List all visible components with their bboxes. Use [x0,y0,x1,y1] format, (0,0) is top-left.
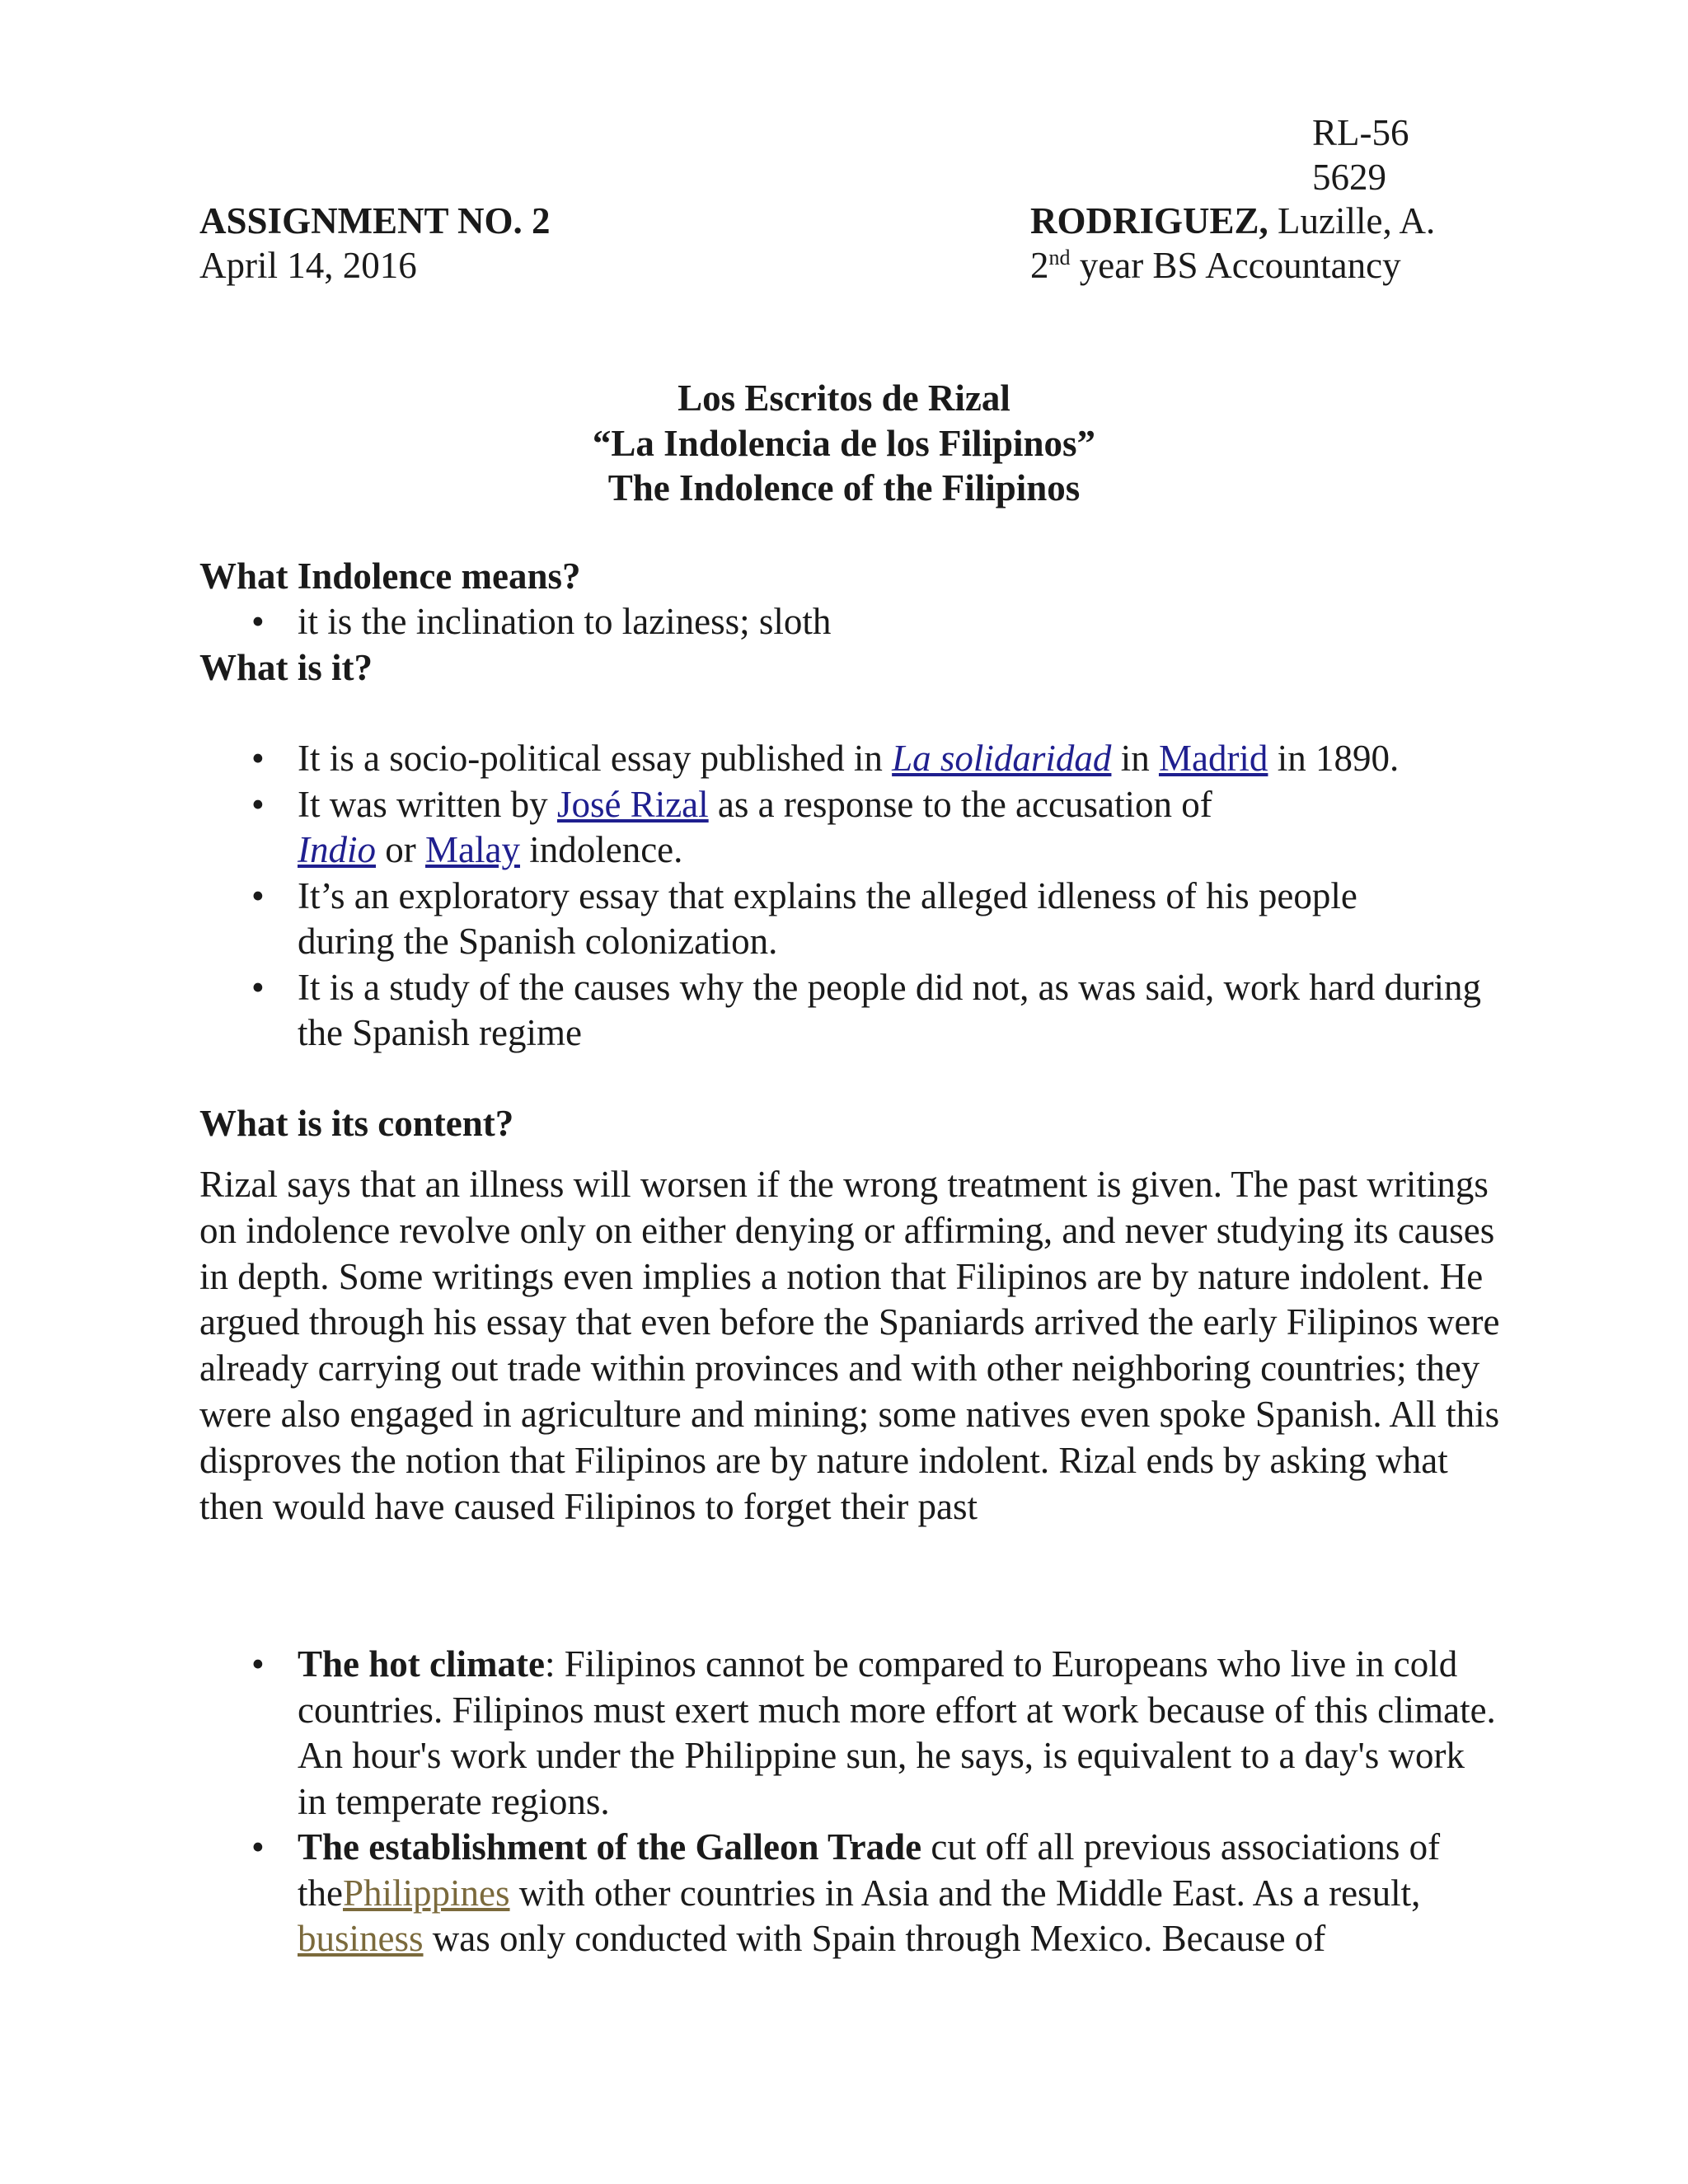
list-item [199,965,1484,1057]
document-code: RL-56 [1312,112,1409,153]
bullet-text: It’s an exploratory essay that explains the alleged idleness of his people during the Spanish colonization. [298,874,1357,962]
bullet-text: or [376,829,425,870]
link-malay[interactable]: Malay [425,829,520,870]
link-business[interactable]: business [298,1918,424,1959]
document-number: 5629 [1312,157,1386,198]
title-line-1: Los Escritos de Rizal [678,377,1010,419]
list-item [199,782,1237,874]
what-is-it-list [199,736,1485,1057]
heading-what-is-its-content: What is its content? [199,1103,514,1144]
definition-list [199,599,1518,645]
year-suffix: nd [1048,246,1071,269]
student-name [1030,198,1435,244]
title-line-2: “La Indolencia de los Filipinos” [592,423,1096,464]
course-name: year BS Accountancy [1070,245,1401,286]
title-line-3: The Indolence of the Filipinos [607,467,1081,509]
list-item [199,599,1518,645]
link-madrid[interactable]: Madrid [1158,738,1268,779]
heading-what-indolence-means: What Indolence means? [199,555,581,597]
link-jose-rizal[interactable]: José Rizal [556,783,709,825]
causes-list [199,1642,1502,1962]
bullet-text: indolence. [519,829,683,870]
link-la-solidaridad[interactable]: La solidaridad [892,738,1112,779]
cause-text: with other countries in Asia and the Middle East. As a result, [509,1872,1421,1914]
bullet-text: as a response to the accusation of [708,783,1212,825]
heading-what-is-it: What is it? [199,647,373,688]
bullet-text: in 1890. [1268,738,1400,779]
year-ordinal: 2 [1030,245,1049,286]
list-item [199,874,1451,965]
link-philippines[interactable]: Philippines [342,1872,510,1914]
definition-text: it is the inclination to laziness; sloth [298,601,832,642]
cause-title-galleon-trade: The establishment of the Galleon Trade [298,1826,922,1868]
cause-text: : Filipinos cannot be compared to Europeans who live in cold countries. Filipinos must exert much more effort at work because of this climate. An hour's work under the Philippine sun, he says, is equivalent to a day's work in temperate regions. [298,1643,1496,1822]
cause-text: cut off all previous associations of the [298,1826,1441,1914]
assignment-date: April 14, 2016 [199,245,417,286]
student-year-course [1030,242,1401,288]
list-item [199,1642,1502,1825]
assignment-label: ASSIGNMENT NO. 2 [199,200,551,241]
list-item [199,1825,1502,1962]
bullet-text: It was written by [298,783,557,825]
cause-title-hot-climate: The hot climate [298,1643,545,1685]
bullet-text: It is a study of the causes why the people did not, as was said, work hard during the Spanish regime [298,966,1481,1053]
link-indio[interactable]: Indio [298,829,376,870]
bullet-text: It is a socio-political essay published in [298,738,893,779]
list-item [199,736,1485,782]
content-paragraph: Rizal says that an illness will worsen if the wrong treatment is given. The past writings on indolence revolve only on either denying or affirming, and never studying its causes in depth. Some writings even implies a notion that Filipinos are by nature indolent. He argued through his essay that even before the Spaniards arrived the early Filipinos were already carrying out trade within provinces and with other neighboring countries; they were also engaged in agriculture and mining; some natives even spoke Spanish. All this disproves the notion that Filipinos are by nature indolent. Rizal ends by asking what then would have caused Filipinos to forget their past [199,1164,1500,1527]
student-surname: RODRIGUEZ, [1030,200,1268,241]
bullet-text: in [1111,738,1159,779]
cause-text: was only conducted with Spain through Mexico. Because of [423,1918,1326,1959]
student-given-name: Luzille, A. [1268,200,1436,241]
